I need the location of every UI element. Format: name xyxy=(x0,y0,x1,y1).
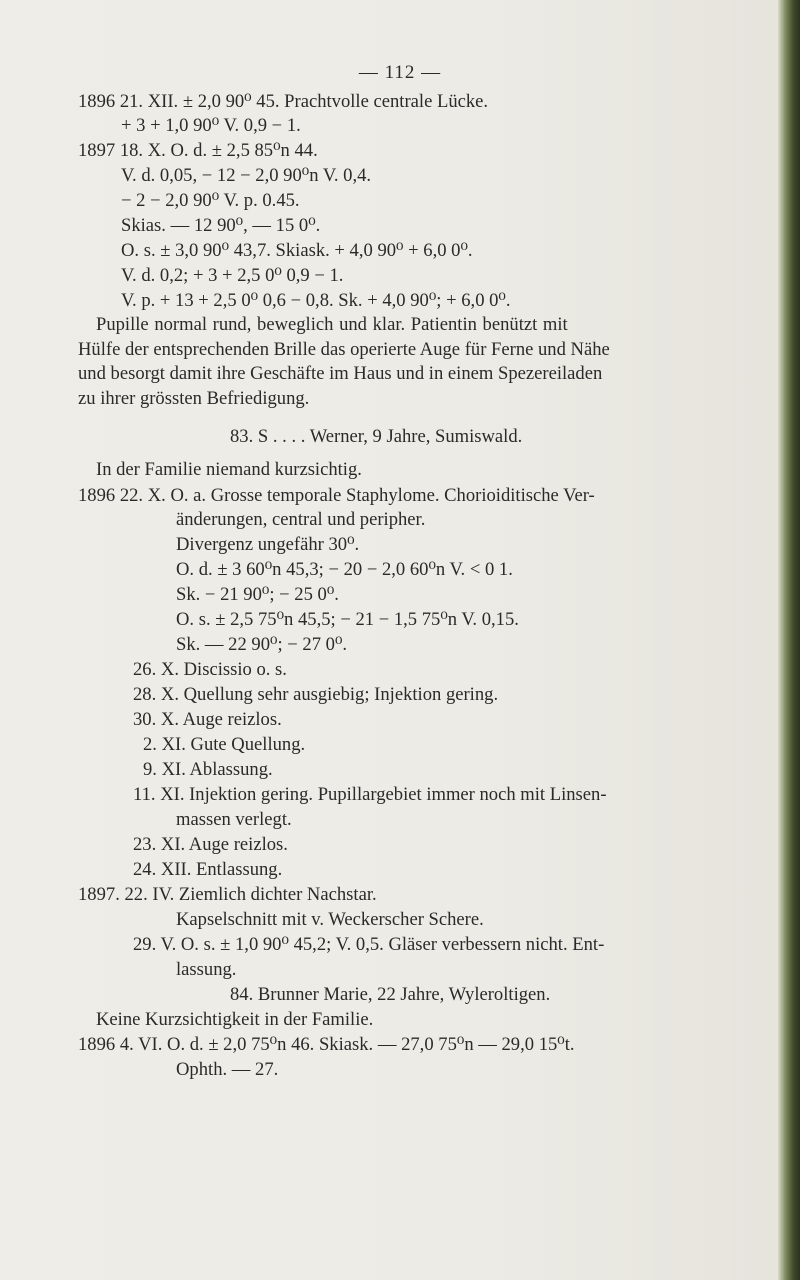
text-line: Keine Kurzsichtigkeit in der Familie. xyxy=(96,1009,374,1030)
text-line: 1897 18. X. O. d. ± 2,5 85⁰n 44. xyxy=(78,140,318,161)
text-line: Skias. — 12 90⁰, — 15 0⁰. xyxy=(121,215,321,236)
text-line: und besorgt damit ihre Geschäfte im Haus und in einem Spezereiladen xyxy=(78,363,603,384)
text-line: + 3 + 1,0 90⁰ V. 0,9 − 1. xyxy=(121,115,301,136)
text-line: V. d. 0,2; + 3 + 2,5 0⁰ 0,9 − 1. xyxy=(121,265,344,286)
text-line: zu ihrer grössten Befriedigung. xyxy=(78,388,310,409)
text-line: 23. XI. Auge reizlos. xyxy=(133,834,288,855)
text-line: Hülfe der entsprechenden Brille das operierte Auge für Ferne und Nähe xyxy=(78,339,610,360)
text-line: 30. X. Auge reizlos. xyxy=(133,709,282,730)
text-line: Sk. − 21 90⁰; − 25 0⁰. xyxy=(176,584,339,605)
page-edge-shadow xyxy=(778,0,800,1280)
text-line: 9. XI. Ablassung. xyxy=(143,759,273,780)
text-line: 1896 21. XII. ± 2,0 90⁰ 45. Prachtvolle centrale Lücke. xyxy=(78,91,489,112)
text-line: V. p. + 13 + 2,5 0⁰ 0,6 − 0,8. Sk. + 4,0 90⁰; + 6,0 0⁰. xyxy=(121,290,511,311)
text-line: 1896 4. VI. O. d. ± 2,0 75⁰n 46. Skiask. — 27,0 75⁰n — 29,0 15⁰t. xyxy=(78,1034,575,1055)
text-line: 28. X. Quellung sehr ausgiebig; Injektion gering. xyxy=(133,684,499,705)
text-line: 24. XII. Entlassung. xyxy=(133,859,283,880)
text-line: 26. X. Discissio o. s. xyxy=(133,659,287,680)
text-line: lassung. xyxy=(176,959,237,980)
text-line: 1897. 22. IV. Ziemlich dichter Nachstar. xyxy=(78,884,377,905)
text-line: Sk. — 22 90⁰; − 27 0⁰. xyxy=(176,634,348,655)
text-line: 29. V. O. s. ± 1,0 90⁰ 45,2; V. 0,5. Gläser verbessern nicht. Ent- xyxy=(133,934,605,955)
text-line: − 2 − 2,0 90⁰ V. p. 0.45. xyxy=(121,190,300,211)
text-line: 2. XI. Gute Quellung. xyxy=(143,734,306,755)
text-line: 1896 22. X. O. a. Grosse temporale Staphylome. Chorioiditische Ver- xyxy=(78,485,595,506)
text-line: Pupille normal rund, beweglich und klar. Patientin benützt mit xyxy=(96,314,568,335)
text-line: O. d. ± 3 60⁰n 45,3; − 20 − 2,0 60⁰n V. < 0 1. xyxy=(176,559,513,580)
text-line: In der Familie niemand kurzsichtig. xyxy=(96,459,362,480)
text-line: änderungen, central und peripher. xyxy=(176,509,426,530)
case-heading: 83. S . . . . Werner, 9 Jahre, Sumiswald. xyxy=(230,426,523,447)
text-line: O. s. ± 3,0 90⁰ 43,7. Skiask. + 4,0 90⁰ + 6,0 0⁰. xyxy=(121,240,473,261)
text-line: O. s. ± 2,5 75⁰n 45,5; − 21 − 1,5 75⁰n V. 0,15. xyxy=(176,609,519,630)
text-line: Divergenz ungefähr 30⁰. xyxy=(176,534,360,555)
text-line: V. d. 0,05, − 12 − 2,0 90⁰n V. 0,4. xyxy=(121,165,372,186)
text-line: Kapselschnitt mit v. Weckerscher Schere. xyxy=(176,909,484,930)
text-line: Ophth. — 27. xyxy=(176,1059,279,1080)
text-line: massen verlegt. xyxy=(176,809,292,830)
page-number: — 112 — xyxy=(358,62,442,83)
case-heading: 84. Brunner Marie, 22 Jahre, Wyleroltigen. xyxy=(230,984,551,1005)
text-line: 11. XI. Injektion gering. Pupillargebiet immer noch mit Linsen- xyxy=(133,784,607,805)
